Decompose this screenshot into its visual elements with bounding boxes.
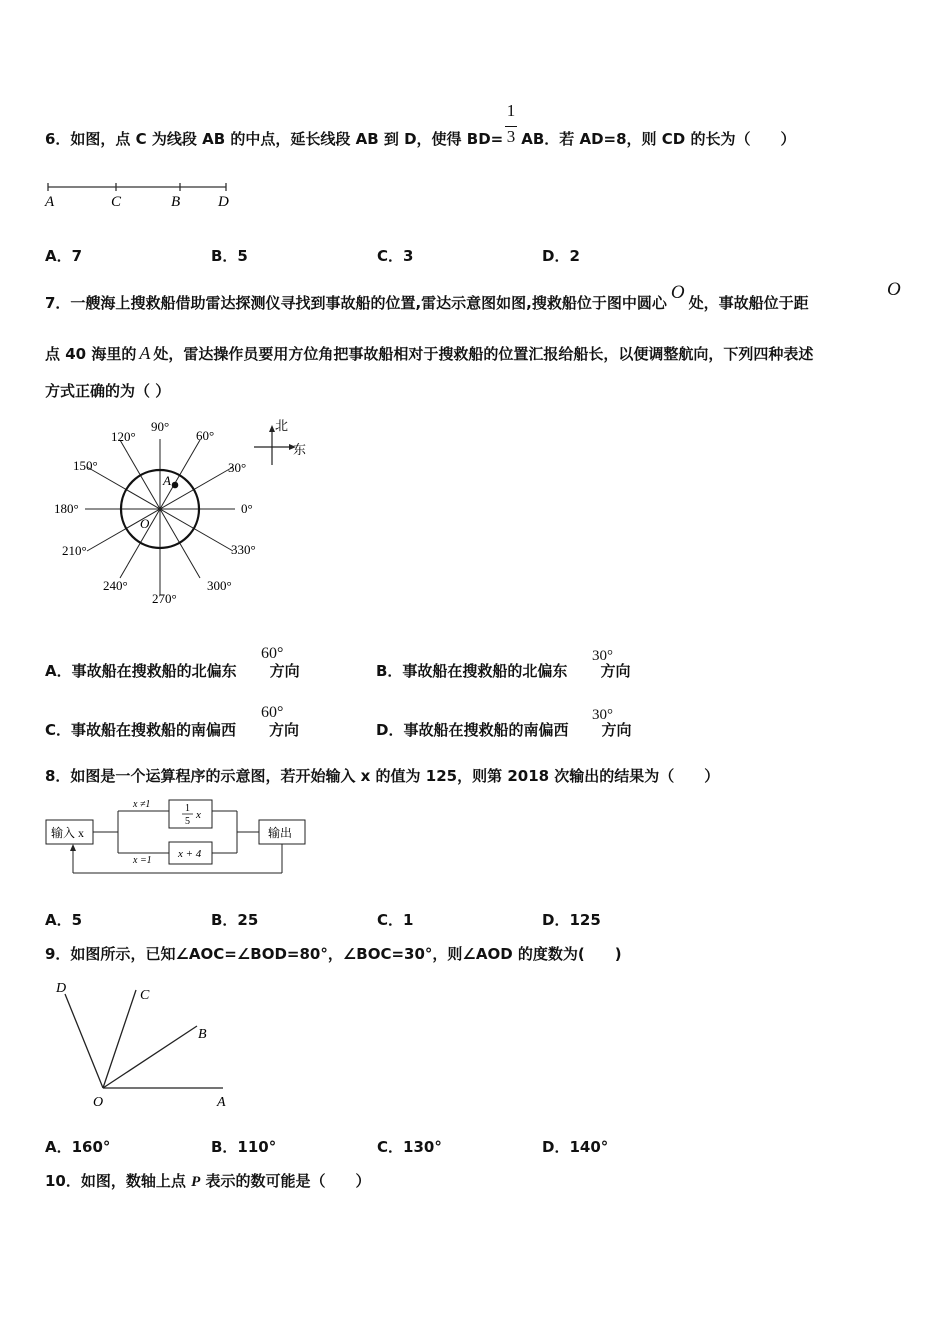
q7-option-c-suffix: 方向 <box>269 721 300 739</box>
q7-var-o-trailing: O <box>887 279 901 300</box>
q6-label-b: B <box>171 194 181 210</box>
ray-oc <box>103 990 136 1088</box>
radar-label-a: A <box>163 473 171 488</box>
q7-option-d-prefix: D．事故船在搜救船的南偏西 <box>376 721 569 739</box>
q7-option-c-angle: 60° <box>261 704 284 721</box>
q7-option-a-suffix: 方向 <box>269 662 300 680</box>
radar-point-a <box>172 482 179 489</box>
ray-od <box>65 994 103 1088</box>
q6-stem <box>45 128 795 149</box>
q6-fraction-denominator: 3 <box>506 127 516 146</box>
q8-option-c[interactable]: C．1 <box>377 911 414 929</box>
radar-angle-90: 90° <box>151 419 170 434</box>
radar-angle-120: 120° <box>111 429 136 444</box>
flow-output-label: 输出 <box>268 826 293 840</box>
radar-angle-210: 210° <box>62 543 87 558</box>
flow-cond-bottom: x =1 <box>133 855 152 866</box>
radar-angle-30: 30° <box>228 460 247 475</box>
q8-stem: 8．如图是一个运算程序的示意图，若开始输入 x 的值为 125，则第 2018 次输出的结果为（ ） <box>45 767 720 785</box>
radar-label-o: O <box>140 516 150 531</box>
radar-angle-180: 180° <box>54 501 79 516</box>
q7-option-d-angle: 30° <box>592 707 613 723</box>
q7-option-b-prefix: B．事故船在搜救船的北偏东 <box>376 662 568 680</box>
compass-north-label: 北 <box>275 418 289 433</box>
q6-label-d: D <box>218 194 229 210</box>
flow-op-bottom: x + 4 <box>178 848 202 860</box>
q8-option-d[interactable]: D．125 <box>542 911 601 929</box>
q9-label-c: C <box>140 988 150 1003</box>
q7-stem-line3: 方式正确的为（ ） <box>45 382 171 400</box>
q9-label-d: D <box>56 981 67 996</box>
q7-line2-start: 点 40 海里的 <box>45 345 137 363</box>
q7-var-a: A <box>139 343 151 363</box>
q6-option-d[interactable]: D．2 <box>542 247 580 265</box>
q7-option-b-suffix: 方向 <box>600 662 631 680</box>
q9-label-b: B <box>198 1027 207 1042</box>
q7-option-a-prefix: A．事故船在搜救船的北偏东 <box>45 662 237 680</box>
q10-var-p: P <box>191 1174 201 1190</box>
radar-angle-0: 0° <box>241 501 253 516</box>
q10-text-after: 表示的数可能是（ ） <box>200 1172 371 1190</box>
q7-stem-line2 <box>45 343 813 364</box>
q8-option-b[interactable]: B．25 <box>211 911 259 929</box>
q7-line1-mid: 处，事故船位于距 <box>688 294 809 312</box>
radar-angle-300: 300° <box>207 578 232 593</box>
q7-line2-end: 处，雷达操作员要用方位角把事故船相对于搜救船的位置汇报给船长，以便调整航向，下列四种表述 <box>153 345 814 363</box>
radar-angle-60: 60° <box>196 428 215 443</box>
q6-fraction-numerator: 1 <box>506 101 516 120</box>
flow-cond-top: x ≠1 <box>133 799 151 810</box>
q6-segment-figure <box>40 178 240 212</box>
radar-angle-330: 330° <box>231 542 256 557</box>
radar-angle-240: 240° <box>103 578 128 593</box>
q6-label-c: C <box>111 194 122 210</box>
q7-option-c[interactable] <box>45 719 299 740</box>
q6-text-after: AB．若 AD=8，则 CD 的长为（ ） <box>521 130 796 148</box>
flow-op-top-num: 1 <box>185 803 190 814</box>
q9-option-d[interactable]: D．140° <box>542 1138 609 1156</box>
q9-option-a[interactable]: A．160° <box>45 1138 111 1156</box>
q8-flowchart <box>45 796 309 878</box>
q7-radar-figure <box>45 415 325 615</box>
q7-option-a[interactable] <box>45 660 300 681</box>
radar-angle-270: 270° <box>152 591 177 606</box>
q10-text-before: 10．如图，数轴上点 <box>45 1172 192 1190</box>
flow-op-top-den: 5 <box>185 816 190 827</box>
q6-option-c[interactable]: C．3 <box>377 247 414 265</box>
q6-option-b[interactable]: B．5 <box>211 247 248 265</box>
flow-loop-arrow-icon <box>70 844 76 851</box>
q7-stem-line1 <box>45 282 809 314</box>
q7-option-c-prefix: C．事故船在搜救船的南偏西 <box>45 721 237 739</box>
q10-stem <box>45 1170 371 1191</box>
ray-ob <box>103 1026 197 1088</box>
compass-icon <box>254 429 292 465</box>
q7-option-a-angle: 60° <box>261 645 284 662</box>
flow-op-top-var: x <box>196 809 201 821</box>
q6-text-before: 6．如图，点 C 为线段 AB 的中点，延长线段 AB 到 D，使得 BD= <box>45 130 504 148</box>
q9-angle-figure <box>45 975 245 1110</box>
q7-var-o: O <box>670 282 685 303</box>
q8-option-a[interactable]: A．5 <box>45 911 83 929</box>
q9-option-c[interactable]: C．130° <box>377 1138 442 1156</box>
radar-angle-150: 150° <box>73 458 98 473</box>
q9-stem: 9．如图所示，已知∠AOC=∠BOD=80°，∠BOC=30°，则∠AOD 的度数为( ) <box>45 945 622 963</box>
q9-option-b[interactable]: B．110° <box>211 1138 277 1156</box>
q6-label-a: A <box>45 194 55 210</box>
q7-option-d-suffix: 方向 <box>601 721 632 739</box>
q9-label-a: A <box>217 1095 226 1110</box>
compass-east-label: 东 <box>293 442 307 457</box>
flow-input-label: 输入 x <box>51 826 85 840</box>
q7-option-b-angle: 30° <box>592 648 613 664</box>
q6-option-a[interactable]: A．7 <box>45 247 83 265</box>
q9-label-o: O <box>93 1095 104 1110</box>
q7-line1: 7．一艘海上搜救船借助雷达探测仪寻找到事故船的位置,雷达示意图如图,搜救船位于图中圆心 <box>45 294 667 312</box>
